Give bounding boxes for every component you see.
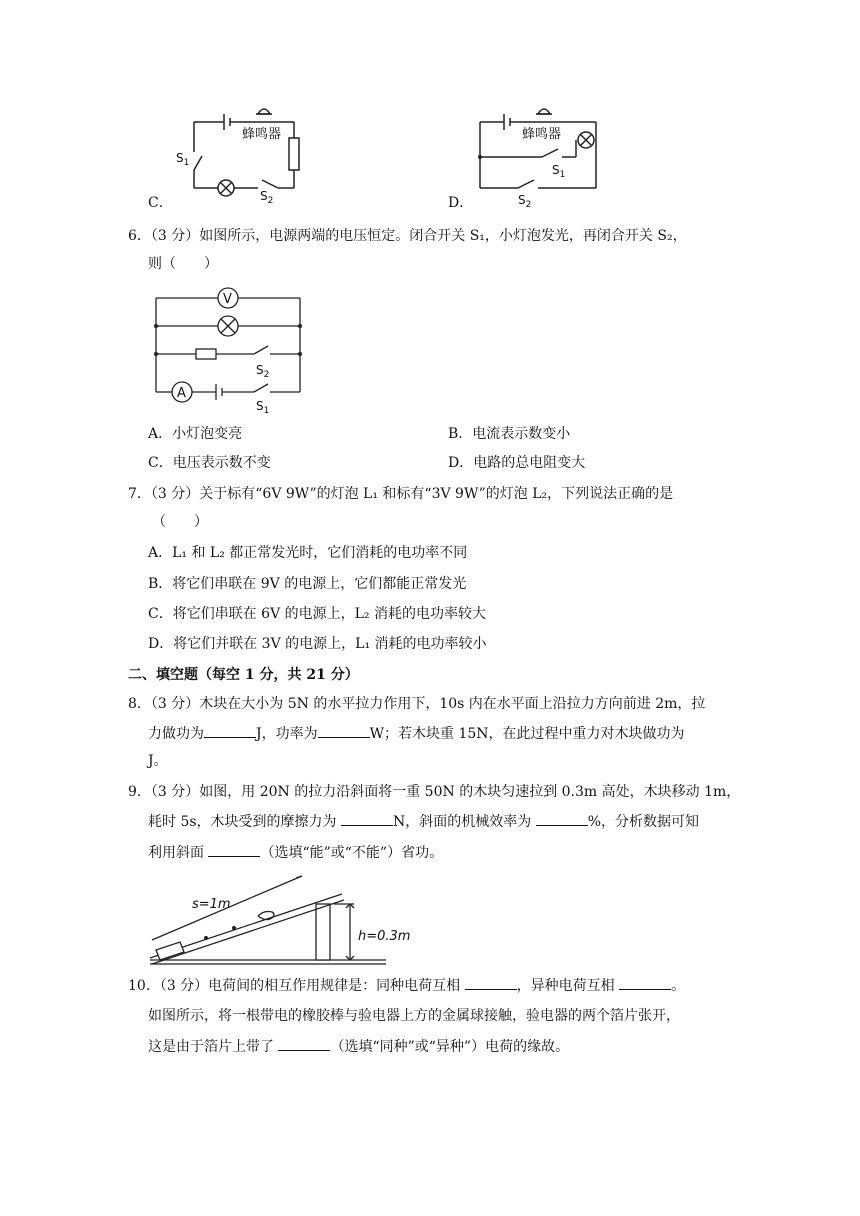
q7-option-d[interactable]: D．将它们并联在 3V 的电源上，L₁ 消耗的电功率较小 bbox=[148, 636, 487, 652]
buzzer-label-c: 蜂鸣器 bbox=[242, 127, 282, 142]
q9-incline-diagram bbox=[146, 870, 416, 966]
s1-label-c: $S_1$ bbox=[176, 151, 190, 168]
circuit-c-diagram bbox=[168, 100, 308, 206]
q9-stem-line3: 利用斜面 （选填“能”或“不能”）省功。 bbox=[148, 842, 443, 863]
q8-stem-line1: 8．（3 分）木块在大小为 5N 的水平拉力作用下，10s 内在水平面上沿拉力方向前进 2m，拉 bbox=[128, 696, 706, 712]
q10-stem-line1: 10．（3 分）电荷间的相互作用规律是：同种电荷互相 ，异种电荷互相 。 bbox=[128, 975, 685, 996]
q8-stem-line2: 力做功为 J，功率为 W；若木块重 15N，在此过程中重力对木块做功为 bbox=[148, 723, 685, 744]
q10-blank-1[interactable] bbox=[465, 975, 517, 990]
q6-stem-line1: 6．（3 分）如图所示，电源两端的电压恒定。闭合开关 S₁，小灯泡发光，再闭合开关 S₂， bbox=[128, 228, 687, 244]
q5-option-c[interactable] bbox=[148, 100, 308, 215]
q6-stem-line2: 则（ ） bbox=[148, 256, 218, 272]
q9-stem-line1: 9．（3 分）如图，用 20N 的拉力沿斜面将一重 50N 的木块匀速拉到 0.3m 高处，木块移动 1m， bbox=[128, 784, 741, 800]
ammeter-label: A bbox=[177, 386, 186, 401]
s1-label-d: $S_1$ bbox=[552, 163, 566, 180]
q10-stem-line3: 这是由于箔片上带了 （选填“同种”或“异种”）电荷的缘故。 bbox=[148, 1036, 569, 1057]
s-label: s=1m bbox=[192, 897, 231, 912]
q8-blank-1[interactable] bbox=[204, 723, 256, 738]
q9-blank-3[interactable] bbox=[208, 842, 260, 857]
voltmeter-label: V bbox=[223, 292, 232, 307]
h-label: h=0.3m bbox=[358, 929, 411, 944]
q8-blank-2[interactable] bbox=[318, 723, 370, 738]
circuit-d-diagram bbox=[472, 100, 612, 210]
s2-label-q6: $S_2$ bbox=[256, 363, 270, 380]
section-heading-fill-in: 二、填空题（每空 1 分，共 21 分） bbox=[128, 667, 359, 683]
option-c-label: C． bbox=[148, 195, 173, 211]
q6-option-a[interactable]: A．小灯泡变亮 bbox=[148, 426, 243, 442]
s2-label-c: $S_2$ bbox=[260, 189, 274, 206]
s2-label-d: $S_2$ bbox=[518, 193, 532, 210]
q7-option-c[interactable]: C．将它们串联在 6V 的电源上，L₂ 消耗的电功率较大 bbox=[148, 606, 486, 622]
q6-circuit-diagram bbox=[150, 284, 310, 414]
q10-blank-2[interactable] bbox=[619, 975, 671, 990]
q6-option-d[interactable]: D．电路的总电阻变大 bbox=[448, 455, 586, 471]
q6-option-b[interactable]: B．电流表示数变小 bbox=[448, 426, 571, 442]
q7-stem-line2: （ ） bbox=[152, 514, 208, 530]
q9-blank-2[interactable] bbox=[536, 811, 588, 826]
option-d-label: D． bbox=[448, 195, 474, 211]
q10-stem-line2: 如图所示，将一根带电的橡胶棒与验电器上方的金属球接触，验电器的两个箔片张开， bbox=[148, 1008, 680, 1024]
q8-stem-line3: J。 bbox=[148, 753, 168, 769]
s1-label-q6: $S_1$ bbox=[256, 399, 270, 416]
q7-option-b[interactable]: B．将它们串联在 9V 的电源上，它们都能正常发光 bbox=[148, 576, 467, 592]
q5-option-d[interactable] bbox=[448, 100, 618, 215]
q9-blank-1[interactable] bbox=[341, 811, 393, 826]
q7-stem-line1: 7．（3 分）关于标有“6V 9W”的灯泡 L₁ 和标有“3V 9W”的灯泡 L₂，下列说法正确的是 bbox=[128, 486, 674, 502]
q10-blank-3[interactable] bbox=[278, 1036, 330, 1051]
q7-option-a[interactable]: A．L₁ 和 L₂ 都正常发光时，它们消耗的电功率不同 bbox=[148, 545, 468, 561]
q6-option-c[interactable]: C．电压表示数不变 bbox=[148, 455, 271, 471]
q9-stem-line2: 耗时 5s，木块受到的摩擦力为 N，斜面的机械效率为 %，分析数据可知 bbox=[148, 811, 699, 832]
buzzer-label-d: 蜂鸣器 bbox=[522, 127, 562, 142]
